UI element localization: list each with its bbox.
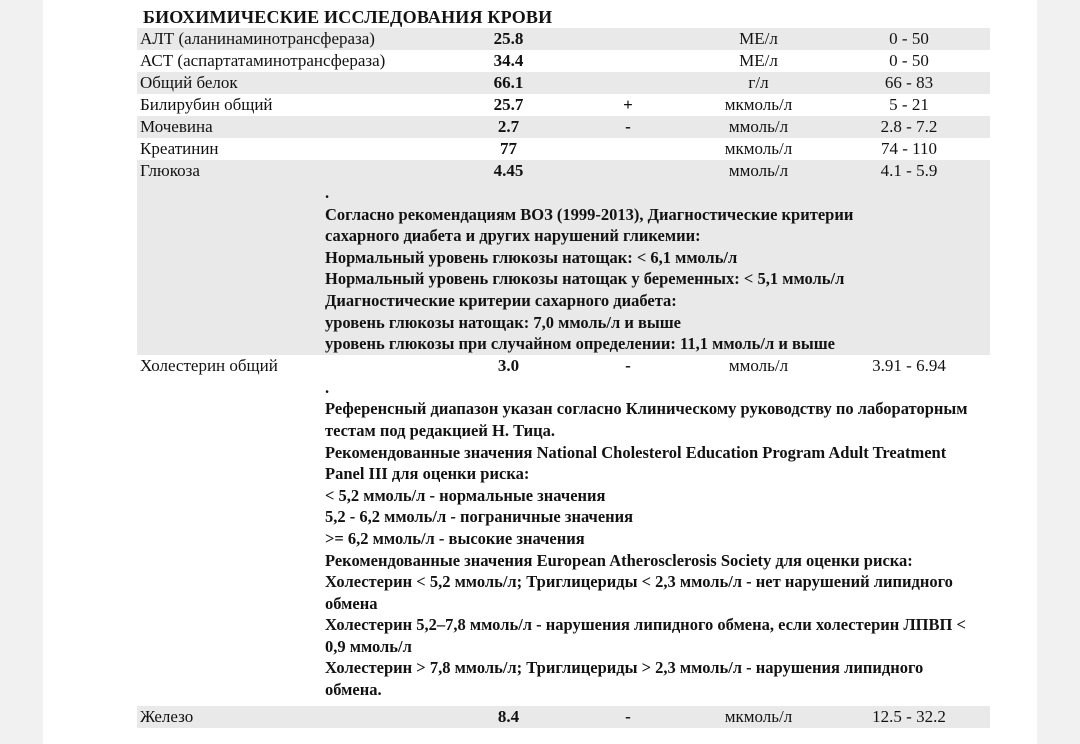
comment-line: Согласно рекомендациям ВОЗ (1999-2013), Диагностические критерии	[325, 204, 854, 224]
reference-range: 0 - 50	[889, 29, 929, 48]
comment-line: Холестерин < 5,2 ммоль/л; Триглицериды < 2,3 ммоль/л - нет нарушений липидного	[325, 572, 953, 592]
analyte-name: Общий белок	[140, 73, 238, 92]
right-page-margin	[1037, 0, 1080, 744]
analyte-value: 25.7	[493, 95, 524, 114]
analyte-unit: ммоль/л	[728, 161, 789, 180]
comment-line: уровень глюкозы при случайном определении: 11,1 ммоль/л и выше	[325, 334, 836, 354]
reference-range: 12.5 - 32.2	[872, 706, 946, 726]
result-row	[137, 116, 990, 138]
comment-line: >= 6,2 ммоль/л - высокие значения	[325, 528, 585, 548]
analyte-unit: МЕ/л	[739, 51, 778, 70]
results-table	[137, 28, 990, 728]
analyte-flag	[567, 138, 689, 160]
comment-line: Холестерин > 7,8 ммоль/л; Триглицериды > 2,3 ммоль/л - нарушения липидного	[325, 658, 924, 678]
analyte-unit: ммоль/л	[728, 117, 789, 136]
analyte-unit: мкмоль/л	[724, 139, 793, 158]
analyte-name: Билирубин общий	[140, 95, 273, 114]
result-row	[137, 50, 990, 72]
analyte-unit: мкмоль/л	[724, 706, 793, 726]
page-title: БИОХИМИЧЕСКИЕ ИССЛЕДОВАНИЯ КРОВИ	[143, 7, 553, 27]
reference-range: 2.8 - 7.2	[880, 117, 938, 136]
left-page-margin	[0, 0, 43, 744]
analyte-flag: -	[625, 706, 631, 726]
comment-line: Нормальный уровень глюкозы натощак у беременных: < 5,1 ммоль/л	[325, 269, 845, 289]
comment-block	[137, 377, 990, 701]
reference-range: 0 - 50	[889, 51, 929, 70]
comment-line: Panel III для оценки риска:	[325, 464, 530, 484]
analyte-value: 66.1	[493, 73, 524, 92]
comment-text	[325, 182, 990, 355]
analyte-name: Мочевина	[140, 117, 213, 136]
comment-line: Рекомендованные значения European Atherosclerosis Society для оценки риска:	[325, 550, 913, 570]
comment-line: обмена	[325, 593, 378, 613]
analyte-value: 25.8	[493, 29, 524, 48]
result-row	[137, 160, 990, 182]
analyte-unit: г/л	[748, 73, 769, 92]
result-row	[137, 355, 990, 377]
result-row	[137, 94, 990, 116]
reference-range: 4.1 - 5.9	[880, 161, 938, 180]
analyte-value: 8.4	[497, 706, 520, 726]
analyte-name: Креатинин	[140, 139, 219, 158]
analyte-flag: -	[625, 117, 631, 136]
comment-line: уровень глюкозы натощак: 7,0 ммоль/л и выше	[325, 312, 681, 332]
comment-line: тестам под редакцией Н. Тица.	[325, 420, 556, 440]
analyte-unit: ммоль/л	[728, 355, 789, 375]
comment-line: обмена.	[325, 680, 382, 700]
comment-text	[325, 377, 990, 701]
analyte-name: АСТ (аспартатаминотрансфераза)	[140, 51, 386, 70]
analyte-flag: +	[623, 95, 633, 114]
reference-range: 74 - 110	[880, 139, 938, 158]
analyte-flag	[567, 50, 689, 72]
analyte-value: 34.4	[493, 51, 524, 70]
analyte-unit: мкмоль/л	[724, 95, 793, 114]
comment-line: .	[325, 377, 330, 397]
result-row	[137, 28, 990, 50]
analyte-value: 2.7	[497, 117, 520, 136]
comment-line: Диагностические критерии сахарного диабета:	[325, 290, 677, 310]
analyte-flag	[567, 28, 689, 50]
analyte-name: Железо	[140, 706, 194, 726]
analyte-value: 3.0	[497, 355, 520, 375]
comment-line: Референсный диапазон указан согласно Клиническому руководству по лабораторным	[325, 399, 968, 419]
comment-line: < 5,2 ммоль/л - нормальные значения	[325, 485, 606, 505]
comment-line: Рекомендованные значения National Cholesterol Education Program Adult Treatment	[325, 442, 947, 462]
comment-block	[137, 182, 990, 355]
analyte-name: Холестерин общий	[140, 355, 278, 375]
analyte-unit: МЕ/л	[739, 29, 778, 48]
comment-line: Холестерин 5,2–7,8 ммоль/л - нарушения липидного обмена, если холестерин ЛПВП <	[325, 615, 966, 635]
comment-line: Нормальный уровень глюкозы натощак: < 6,1 ммоль/л	[325, 247, 738, 267]
comment-line: 5,2 - 6,2 ммоль/л - пограничные значения	[325, 507, 634, 527]
analyte-name: Глюкоза	[140, 161, 200, 180]
reference-range: 5 - 21	[889, 95, 929, 114]
analyte-flag	[567, 72, 689, 94]
lab-report-page	[137, 6, 990, 728]
reference-range: 3.91 - 6.94	[872, 355, 946, 375]
comment-line: .	[325, 183, 330, 202]
result-row	[137, 72, 990, 94]
comment-line: сахарного диабета и других нарушений гликемии:	[325, 226, 701, 246]
analyte-value: 77	[500, 139, 517, 158]
analyte-flag	[567, 160, 689, 182]
result-row	[137, 138, 990, 160]
result-row	[137, 706, 990, 728]
analyte-name: АЛТ (аланинаминотрансфераза)	[140, 29, 375, 48]
reference-range: 66 - 83	[884, 73, 934, 92]
comment-line: 0,9 ммоль/л	[325, 636, 412, 656]
analyte-flag: -	[625, 355, 631, 375]
analyte-value: 4.45	[493, 161, 524, 180]
